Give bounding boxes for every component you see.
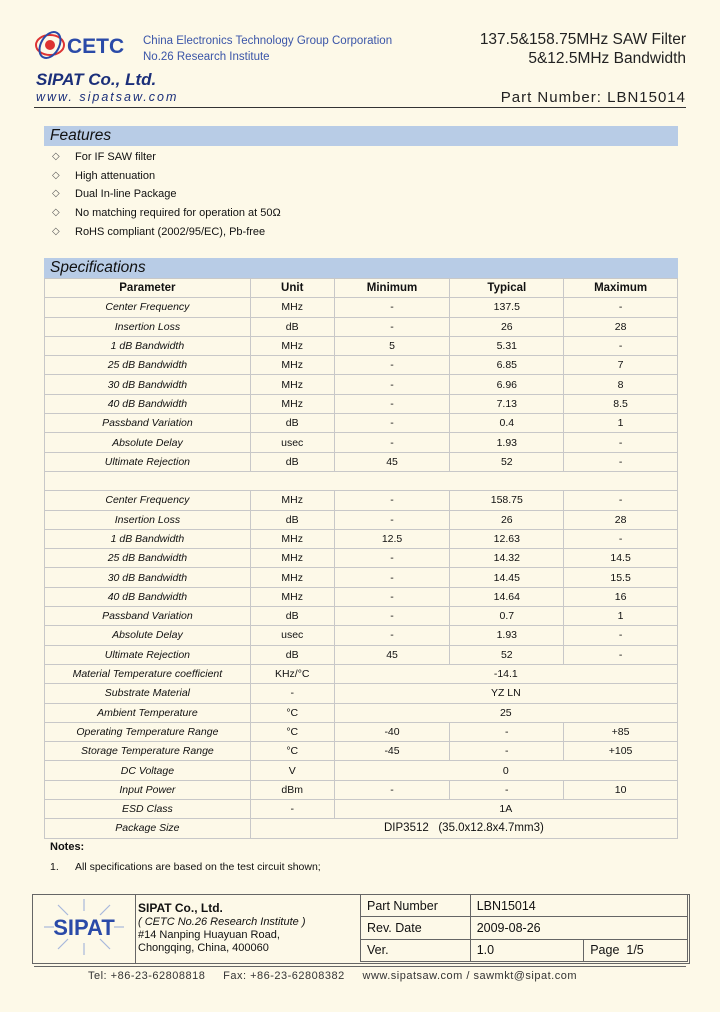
param-cell: Center Frequency [45,298,251,317]
table-row: Storage Temperature Range °C -45 - +105 [45,742,678,761]
org-institute: No.26 Research Institute [143,51,270,63]
cetc-logo [34,28,130,62]
param-cell: Insertion Loss [45,510,251,529]
part-number-value: LBN15014 [470,895,687,917]
table-row: Operating Temperature Range °C -40 - +85 [45,722,678,741]
version-value: 1.0 [470,939,584,961]
table-row: Substrate Material - YZ LN [45,684,678,703]
table-row: Ambient Temperature °C 25 [45,703,678,722]
param-cell: 25 dB Bandwidth [45,356,251,375]
table-row: Absolute Delay usec - 1.93 - [45,433,678,452]
param-cell: Passband Variation [45,414,251,433]
part-number-label: Part Number [361,895,471,917]
table-row: Center Frequency MHz - 137.5 - [45,298,678,317]
table-row: Ultimate Rejection dB 45 52 - [45,452,678,471]
param-cell: Input Power [45,780,251,799]
table-row: Passband Variation dB - 0.4 1 [45,414,678,433]
diamond-bullet-icon: ◇ [52,169,60,181]
contact-line: Tel: +86-23-62808818 Fax: +86-23-62808382 www.sipatsaw.com / sawmkt@sipat.com [88,970,578,982]
page-value: 1/5 [626,943,644,958]
product-title: 137.5&158.75MHz SAW Filter [479,31,686,48]
footer-address-line2: Chongqing, China, 400060 [138,942,269,954]
param-cell: Absolute Delay [45,433,251,452]
footer-institute: ( CETC No.26 Research Institute ) [138,916,306,928]
param-cell: Insertion Loss [45,317,251,336]
column-header: Maximum [564,279,678,298]
param-cell: Ultimate Rejection [45,452,251,471]
param-cell: ESD Class [45,800,251,819]
cetc-logo-text: CETC [67,35,125,58]
features-section-bar [44,126,678,146]
param-cell: DC Voltage [45,761,251,780]
rev-date-label: Rev. Date [361,917,471,939]
table-row: 30 dB Bandwidth MHz - 14.45 15.5 [45,568,678,587]
table-row: ESD Class - 1A [45,800,678,819]
table-row: 40 dB Bandwidth MHz - 7.13 8.5 [45,394,678,413]
note-number: 1. [50,861,59,873]
param-cell: 25 dB Bandwidth [45,549,251,568]
table-row: Insertion Loss dB - 26 28 [45,317,678,336]
document-info-table [360,894,688,962]
param-cell: 30 dB Bandwidth [45,375,251,394]
diamond-bullet-icon: ◇ [52,225,60,237]
table-row [361,917,688,939]
table-row: 30 dB Bandwidth MHz - 6.96 8 [45,375,678,394]
diamond-bullet-icon: ◇ [52,188,60,200]
page-label: Page [590,943,620,958]
specifications-section-bar [44,258,678,278]
param-cell: 1 dB Bandwidth [45,336,251,355]
table-row: 25 dB Bandwidth MHz - 14.32 14.5 [45,549,678,568]
version-label: Ver. [361,939,471,961]
table-row: Package Size DIP3512 (35.0x12.8x4.7mm3) [45,819,678,838]
column-header: Unit [250,279,334,298]
website-link[interactable]: www. sipatsaw.com [36,90,179,104]
org-name: China Electronics Technology Group Corporation [143,35,393,47]
sipat-logo [38,897,130,957]
table-row [361,939,688,961]
table-row: DC Voltage V 0 [45,761,678,780]
notes-label: Notes: [50,841,85,853]
table-row: Insertion Loss dB - 26 28 [45,510,678,529]
param-cell: Substrate Material [45,684,251,703]
table-row: Center Frequency MHz - 158.75 - [45,491,678,510]
table-row: Ultimate Rejection dB 45 52 - [45,645,678,664]
column-header: Parameter [45,279,251,298]
param-cell: Package Size [45,819,251,838]
table-header-row [45,279,678,298]
rev-date-value: 2009-08-26 [470,917,687,939]
param-cell: Ultimate Rejection [45,645,251,664]
column-header: Typical [450,279,564,298]
table-row: Absolute Delay usec - 1.93 - [45,626,678,645]
specifications-title: Specifications [50,259,146,276]
diamond-bullet-icon: ◇ [52,151,60,162]
param-cell: Absolute Delay [45,626,251,645]
specifications-table [44,278,678,839]
sipat-logo-text: SIPAT [53,915,115,940]
table-row: Material Temperature coefficient KHz/°C -14.1 [45,664,678,683]
footer-rule [34,966,686,967]
param-cell: 1 dB Bandwidth [45,529,251,548]
param-cell: 30 dB Bandwidth [45,568,251,587]
page-indicator [584,939,688,961]
header-divider [34,107,686,108]
param-cell: 40 dB Bandwidth [45,587,251,606]
footer-company: SIPAT Co., Ltd. [138,901,223,915]
diamond-bullet-icon: ◇ [52,207,60,219]
param-cell: Operating Temperature Range [45,722,251,741]
table-row: 40 dB Bandwidth MHz - 14.64 16 [45,587,678,606]
note-text: All specifications are based on the test circuit shown; [75,861,321,873]
column-header: Minimum [334,279,450,298]
param-cell: Ambient Temperature [45,703,251,722]
part-number-heading: Part Number: LBN15014 [500,89,686,106]
table-row: 25 dB Bandwidth MHz - 6.85 7 [45,356,678,375]
footer-address-line1: #14 Nanping Huayuan Road, [138,929,280,941]
table-row: Input Power dBm - - 10 [45,780,678,799]
table-row: 1 dB Bandwidth MHz 5 5.31 - [45,336,678,355]
company-name: SIPAT Co., Ltd. [36,70,157,89]
table-row: 1 dB Bandwidth MHz 12.5 12.63 - [45,529,678,548]
blank-separator-row [45,471,678,490]
param-cell: 40 dB Bandwidth [45,394,251,413]
param-cell: Material Temperature coefficient [45,664,251,683]
param-cell: Storage Temperature Range [45,742,251,761]
table-row: Passband Variation dB - 0.7 1 [45,607,678,626]
features-title: Features [50,127,112,144]
param-cell: Center Frequency [45,491,251,510]
footer-divider [135,894,136,964]
table-row [361,895,688,917]
param-cell: Passband Variation [45,607,251,626]
product-bandwidth: 5&12.5MHz Bandwidth [528,50,686,67]
